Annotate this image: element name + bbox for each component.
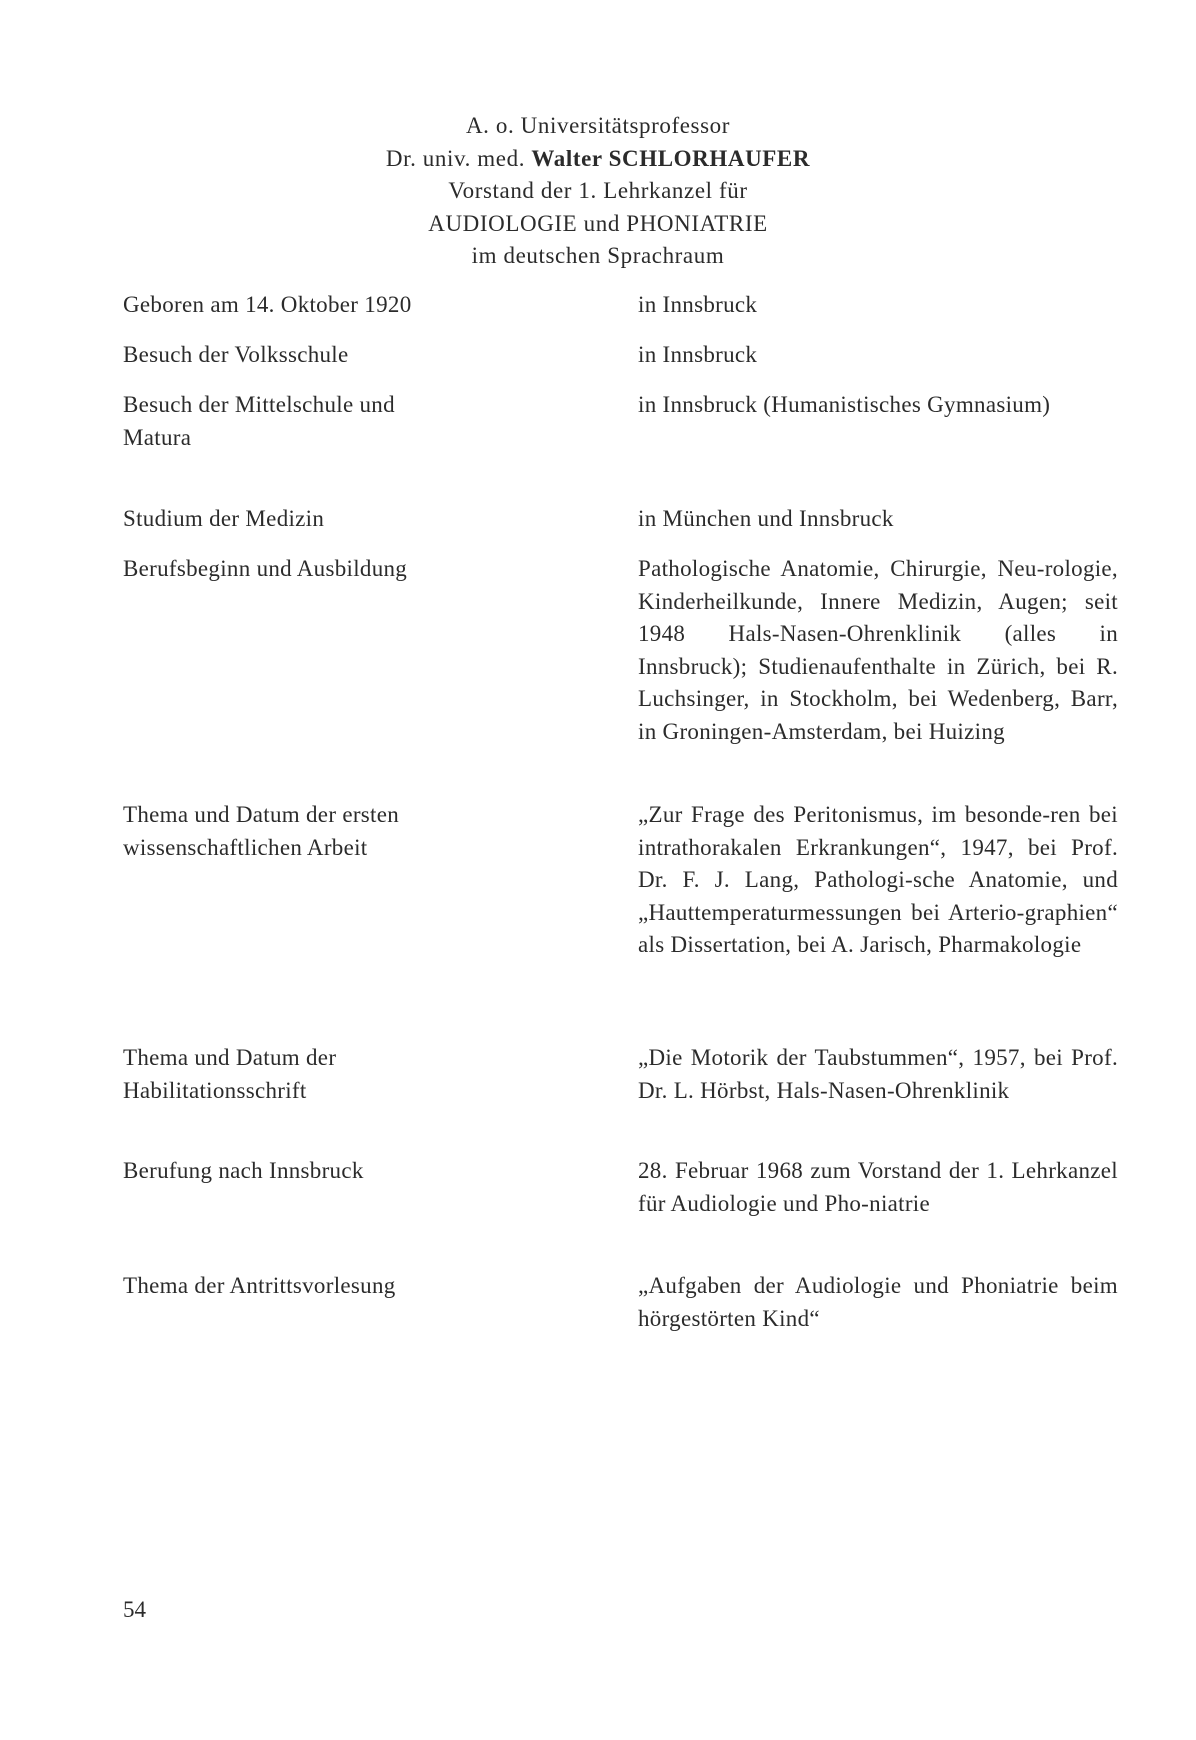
cv-label: Thema der Antrittsvorlesung bbox=[123, 1273, 396, 1298]
cv-value: „Zur Frage des Peritonismus, im besonde-ren bei intrathorakalen Erkrankungen“, 1947, bei Prof. Dr. F. J. Lang, Pathologi-sche Anatomie, und „Hauttemperaturmessungen bei Arterio-graphien“ als Dissertation, bei A. Jarisch, Pharmakologie bbox=[638, 802, 1118, 957]
cv-label: Thema und Datum der ersten wissenschaftlichen Arbeit bbox=[123, 802, 400, 860]
cv-value: 28. Februar 1968 zum Vorstand der 1. Lehrkanzel für Audiologie und Pho-niatrie bbox=[638, 1158, 1118, 1216]
cv-value: „Aufgaben der Audiologie und Phoniatrie beim hörgestörten Kind“ bbox=[638, 1273, 1118, 1331]
page-number: 54 bbox=[123, 1597, 146, 1622]
cv-label: Berufsbeginn und Ausbildung bbox=[123, 556, 408, 581]
degree-prefix: Dr. univ. med. bbox=[385, 145, 532, 171]
person-name: Walter SCHLORHAUFER bbox=[531, 145, 811, 171]
position-line: Vorstand der 1. Lehrkanzel für bbox=[448, 178, 748, 203]
cv-value: in München und Innsbruck bbox=[638, 506, 894, 531]
cv-label: Berufung nach Innsbruck bbox=[123, 1158, 364, 1183]
cv-label: Besuch der Volksschule bbox=[123, 342, 349, 367]
cv-value: in Innsbruck bbox=[638, 292, 758, 317]
person-name-line bbox=[0, 143, 1196, 176]
cv-value: „Die Motorik der Taubstummen“, 1957, bei Prof. Dr. L. Hörbst, Hals-Nasen-Ohrenklinik bbox=[638, 1045, 1118, 1103]
cv-label: Studium der Medizin bbox=[123, 506, 325, 531]
region-line: im deutschen Sprachraum bbox=[471, 243, 725, 268]
cv-label: Thema und Datum der Habilitationsschrift bbox=[123, 1045, 337, 1103]
cv-value: in Innsbruck (Humanistisches Gymnasium) bbox=[638, 392, 1051, 417]
cv-value: in Innsbruck bbox=[638, 342, 758, 367]
title-block bbox=[0, 110, 1196, 273]
cv-value: Pathologische Anatomie, Chirurgie, Neu-rologie, Kinderheilkunde, Innere Medizin, Augen; seit 1948 Hals-Nasen-Ohrenklinik (alles in Innsbruck); Studienaufenthalte in Zürich, bei R. Luchsinger, in Stockholm, bei Wedenberg, Barr, in Groningen-Amsterdam, bei Huizing bbox=[638, 556, 1118, 744]
cv-label: Geboren am 14. Oktober 1920 bbox=[123, 292, 412, 317]
cv-label: Besuch der Mittelschule und Matura bbox=[123, 392, 395, 450]
department-line: AUDIOLOGIE und PHONIATRIE bbox=[428, 210, 768, 236]
academic-title: A. o. Universitätsprofessor bbox=[465, 113, 731, 138]
